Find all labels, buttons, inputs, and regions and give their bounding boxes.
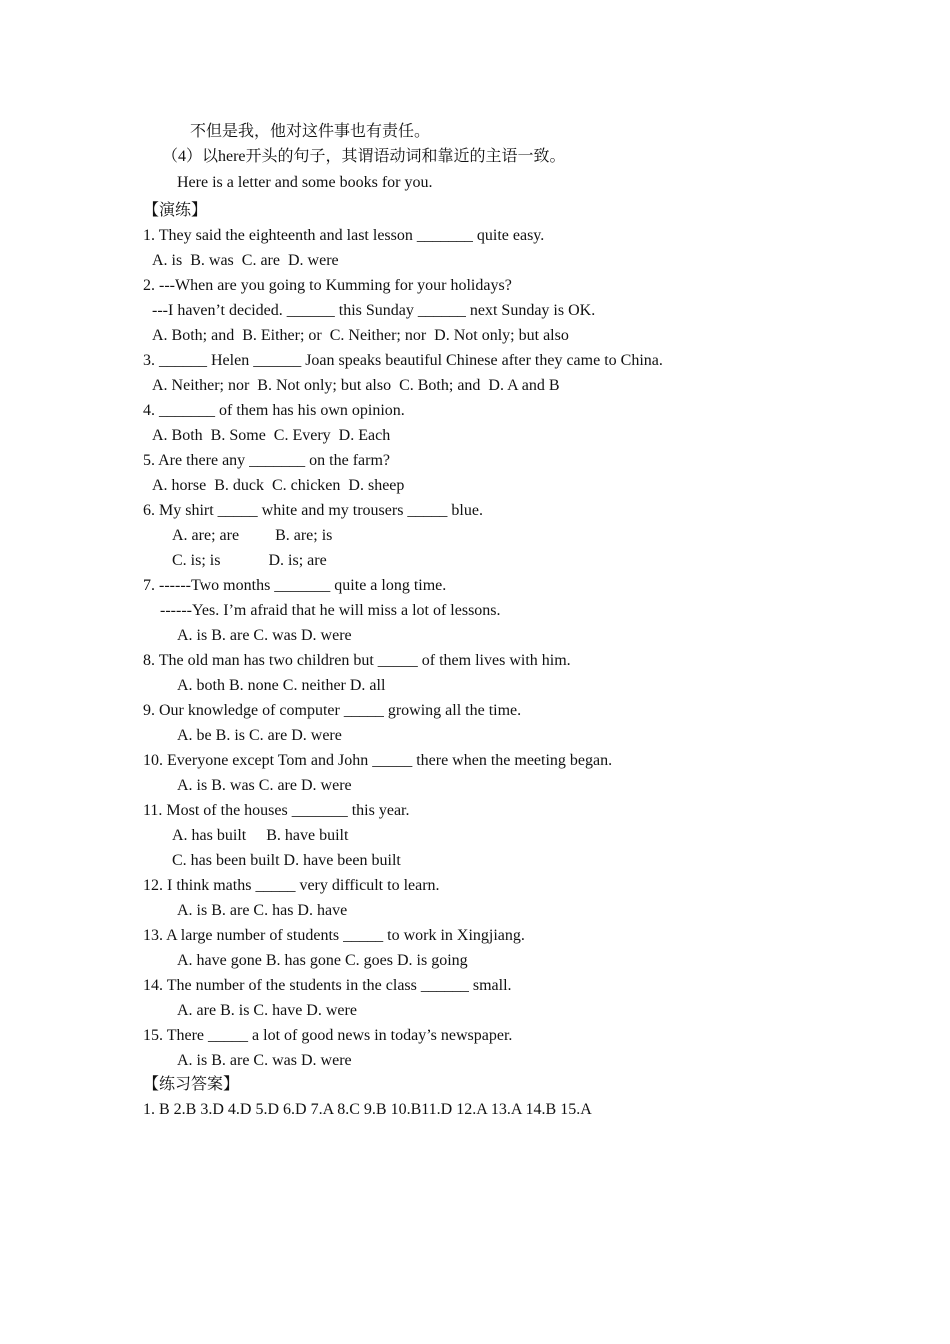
question-1-options: A. is B. was C. are D. were: [152, 252, 339, 269]
question-10: 10. Everyone except Tom and John _____ there when the meeting began.: [143, 752, 613, 769]
question-12-options: A. is B. are C. has D. have: [177, 902, 348, 919]
question-15-options: A. is B. are C. was D. were: [177, 1052, 352, 1069]
question-11-options-cd: C. has been built D. have been built: [172, 852, 401, 869]
question-8-options: A. both B. none C. neither D. all: [177, 677, 386, 694]
example-sentence-chinese: 不但是我，他对这件事也有责任。: [190, 123, 431, 140]
question-13-options: A. have gone B. has gone C. goes D. is going: [177, 952, 468, 969]
question-6-options-cd: C. is; is D. is; are: [172, 552, 327, 569]
question-7-options: A. is B. are C. was D. were: [177, 627, 352, 644]
question-14-options: A. are B. is C. have D. were: [177, 1002, 357, 1019]
answers-heading: 【练习答案】: [143, 1076, 240, 1093]
question-15: 15. There _____ a lot of good news in today’s newspaper.: [143, 1027, 513, 1044]
question-8: 8. The old man has two children but _____ of them lives with him.: [143, 652, 571, 669]
question-7-reply: ------Yes. I’m afraid that he will miss a lot of lessons.: [160, 602, 501, 619]
grammar-rule-4-example: Here is a letter and some books for you.: [177, 174, 433, 191]
question-9-options: A. be B. is C. are D. were: [177, 727, 342, 744]
answer-key: 1. B 2.B 3.D 4.D 5.D 6.D 7.A 8.C 9.B 10.B11.D 12.A 13.A 14.B 15.A: [143, 1101, 592, 1118]
question-3-options: A. Neither; nor B. Not only; but also C. Both; and D. A and B: [152, 377, 560, 394]
question-2-reply: ---I haven’t decided. ______ this Sunday ______ next Sunday is OK.: [152, 302, 596, 319]
question-4-options: A. Both B. Some C. Every D. Each: [152, 427, 391, 444]
question-11-options-ab: A. has built B. have built: [172, 827, 349, 844]
question-5: 5. Are there any _______ on the farm?: [143, 452, 391, 469]
question-2: 2. ---When are you going to Kumming for your holidays?: [143, 277, 512, 294]
question-6-options-ab: A. are; are B. are; is: [172, 527, 333, 544]
question-9: 9. Our knowledge of computer _____ growing all the time.: [143, 702, 522, 719]
question-2-options: A. Both; and B. Either; or C. Neither; nor D. Not only; but also: [152, 327, 569, 344]
question-12: 12. I think maths _____ very difficult to learn.: [143, 877, 440, 894]
question-5-options: A. horse B. duck C. chicken D. sheep: [152, 477, 405, 494]
question-14: 14. The number of the students in the class ______ small.: [143, 977, 512, 994]
question-4: 4. _______ of them has his own opinion.: [143, 402, 405, 419]
question-1: 1. They said the eighteenth and last lesson _______ quite easy.: [143, 227, 545, 244]
question-10-options: A. is B. was C. are D. were: [177, 777, 352, 794]
question-6: 6. My shirt _____ white and my trousers _____ blue.: [143, 502, 483, 519]
practice-heading: 【演练】: [143, 202, 208, 219]
question-7: 7. ------Two months _______ quite a long time.: [143, 577, 447, 594]
question-13: 13. A large number of students _____ to work in Xingjiang.: [143, 927, 525, 944]
question-3: 3. ______ Helen ______ Joan speaks beautiful Chinese after they came to China.: [143, 352, 663, 369]
question-11: 11. Most of the houses _______ this year.: [143, 802, 410, 819]
grammar-rule-4: （4）以here开头的句子，其谓语动词和靠近的主语一致。: [162, 148, 566, 165]
